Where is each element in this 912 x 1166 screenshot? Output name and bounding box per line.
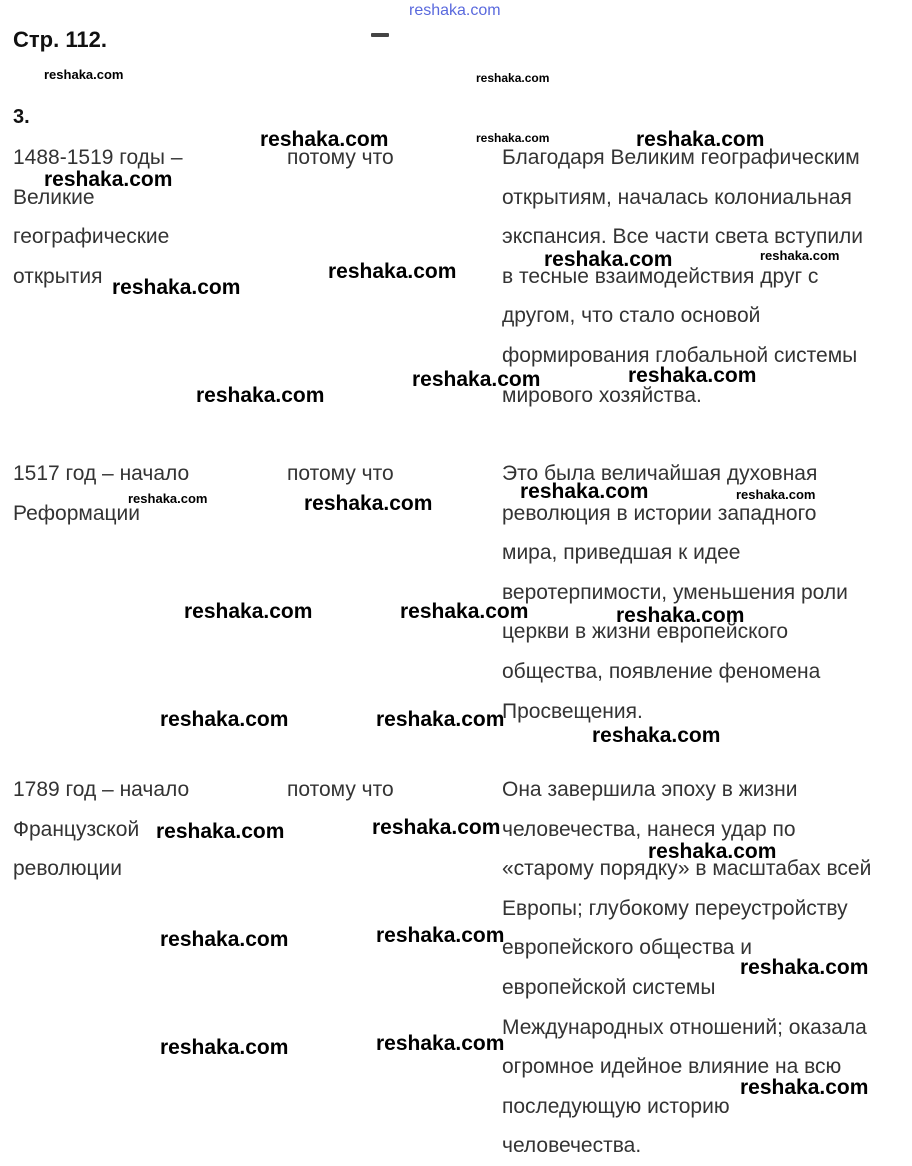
- task-number: 3.: [13, 106, 30, 128]
- explanation-line: последующую историю: [502, 1094, 730, 1118]
- explanation-line: Она завершила эпоху в жизни: [502, 778, 798, 801]
- watermark: reshaka.com: [400, 600, 529, 623]
- explanation-line: экспансия. Все части света вступили: [502, 225, 864, 249]
- watermark: reshaka.com: [592, 724, 721, 747]
- watermark: reshaka.com: [412, 368, 541, 391]
- event-line: Великие: [13, 185, 95, 209]
- entry-event: [13, 138, 253, 299]
- explanation-line: европейского общества и: [502, 936, 753, 960]
- explanation-line: мира, приведшая к идее: [502, 541, 741, 565]
- watermark: reshaka.com: [376, 1032, 505, 1055]
- event-line: 1517 год – начало: [13, 462, 190, 485]
- watermark: reshaka.com: [628, 364, 757, 387]
- watermark: reshaka.com: [160, 928, 289, 951]
- watermark: reshaka.com: [376, 924, 505, 947]
- watermark: reshaka.com: [260, 128, 389, 151]
- explanation-line: европейской системы: [502, 975, 716, 999]
- watermark: reshaka.com: [636, 128, 765, 151]
- explanation-line: человечества.: [502, 1134, 642, 1158]
- watermark: reshaka.com: [304, 492, 433, 515]
- page-label: Стр. 112.: [13, 27, 107, 52]
- event-line: революции: [13, 857, 122, 881]
- explanation-line: революция в истории западного: [502, 501, 817, 525]
- watermark: reshaka.com: [544, 248, 673, 271]
- watermark: reshaka.com: [160, 1036, 289, 1059]
- explanation-line: общества, появление феномена: [502, 659, 821, 683]
- watermark: reshaka.com: [112, 276, 241, 299]
- explanation-line: Европы; глубокому переустройству: [502, 896, 848, 920]
- explanation-line: веротерпимости, уменьшения роли: [502, 580, 848, 604]
- watermark: reshaka.com: [740, 1076, 869, 1099]
- watermark: reshaka.com: [44, 168, 173, 191]
- explanation-line: мирового хозяйства.: [502, 383, 702, 407]
- entry-because: потому что: [287, 462, 394, 485]
- watermark: reshaka.com: [520, 480, 649, 503]
- explanation-line: Международных отношений; оказала: [502, 1015, 867, 1039]
- scan-mark: [371, 33, 389, 37]
- explanation-line: формирования глобальной системы: [502, 343, 858, 367]
- watermark: reshaka.com: [156, 820, 285, 843]
- watermark: reshaka.com: [740, 956, 869, 979]
- watermark: reshaka.com: [476, 131, 550, 145]
- explanation-line: Благодаря Великим географическим: [502, 146, 860, 169]
- explanation-line: огромное идейное влияние на всю: [502, 1055, 842, 1079]
- explanation-line: «старому порядку» в масштабах всей: [502, 857, 872, 881]
- event-line: географические: [13, 225, 170, 249]
- watermark-top: reshaka.com: [409, 2, 501, 19]
- entry-because: потому что: [287, 778, 394, 801]
- explanation-line: Просвещения.: [502, 699, 643, 723]
- explanation-line: открытиям, началась колониальная: [502, 185, 852, 209]
- watermark: reshaka.com: [160, 708, 289, 731]
- event-line: Реформации: [13, 501, 141, 525]
- watermark: reshaka.com: [476, 71, 550, 85]
- explanation-line: церкви в жизни европейского: [502, 620, 789, 644]
- watermark: reshaka.com: [648, 840, 777, 863]
- event-line: открытия: [13, 264, 103, 288]
- watermark: reshaka.com: [128, 491, 208, 506]
- event-line: 1789 год – начало: [13, 778, 190, 801]
- watermark: reshaka.com: [328, 260, 457, 283]
- event-line: Французской: [13, 817, 140, 841]
- watermark: reshaka.com: [616, 604, 745, 627]
- explanation-line: Это была величайшая духовная: [502, 462, 818, 485]
- watermark: reshaka.com: [196, 384, 325, 407]
- explanation-line: человечества, нанеся удар по: [502, 817, 796, 841]
- watermark: reshaka.com: [44, 67, 124, 82]
- watermark: reshaka.com: [372, 816, 501, 839]
- watermark: reshaka.com: [736, 487, 816, 502]
- entry-because: потому что: [287, 146, 394, 169]
- watermark: reshaka.com: [760, 248, 840, 263]
- event-line: 1488-1519 годы –: [13, 146, 183, 169]
- watermark: reshaka.com: [376, 708, 505, 731]
- watermark: reshaka.com: [184, 600, 313, 623]
- explanation-line: другом, что стало основой: [502, 304, 761, 328]
- explanation-line: в тесные взаимодействия друг с: [502, 264, 819, 288]
